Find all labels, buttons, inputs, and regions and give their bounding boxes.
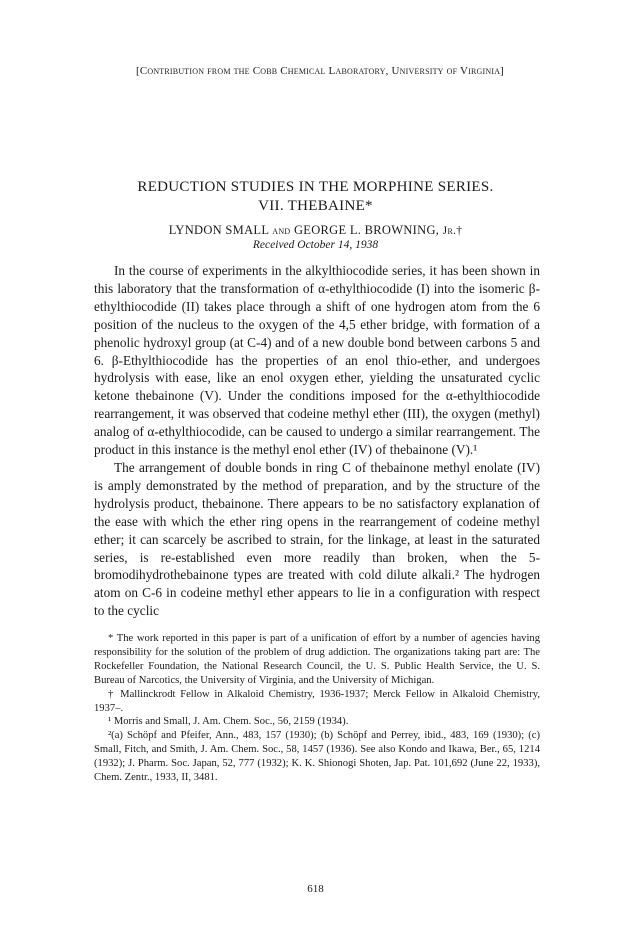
author-2-suffix: Jr.† (442, 225, 463, 237)
footnote-2: ²(a) Schöpf and Pfeifer, Ann., 483, 157 (1930); (b) Schöpf and Perrey, ibid., 483, 169 (1930); (c) Small, Fitch, and Smith, J. Am. Chem. Soc., 58, 1457 (1936). See also Kondo and Ikawa, Ber., 65, 1214 (1932); J. Pharm. Soc. Japan, 52, 777 (1932); K. K. Shionogi Shoten, Jap. Pat. 101,692 (June 22, 1933), Chem. Zentr., 1933, II, 3481. (94, 730, 540, 784)
body-text (94, 262, 540, 620)
contribution-header: [Contribution from the Cobb Chemical Laboratory, University of Virginia] (135, 65, 505, 77)
page-number: 618 (307, 883, 324, 895)
article-title (60, 178, 571, 216)
author-line (60, 222, 571, 239)
received-date: Received October 14, 1938 (252, 239, 379, 251)
author-1: LYNDON SMALL (168, 223, 269, 237)
author-connector: and (272, 225, 291, 237)
title-line-2: VII. THEBAINE* (258, 198, 373, 214)
footnote-1: ¹ Morris and Small, J. Am. Chem. Soc., 56, 2159 (1934). (108, 716, 349, 728)
body-paragraph-2: The arrangement of double bonds in ring C of thebainone methyl enolate (IV) is amply demonstrated by the method of preparation, and by the structure of the hydrolysis product, thebainone. There appears to be no satisfactory explanation of the ease with which the ether ring opens in the rearrangement of codeine methyl ether; it can scarcely be ascribed to strain, for the linkage, at least in the saturated series, is re-established even more readily than broken, when the 5-bromodihydrothebainone types are treated with cold dilute alkali.² The hydrogen atom on C-6 in codeine methyl ether appears to lie in a configuration with respect to the cyclic (94, 459, 540, 619)
body-paragraph-1: In the course of experiments in the alkylthiocodide series, it has been shown in this laboratory that the transformation of α-ethylthiocodide (I) into the isomeric β-ethylthiocodide (II) takes place through a shift of one hydrogen atom from the 6 position of the nucleus to the oxygen of the 4,5 ether bridge, with formation of a phenolic hydroxyl group (at C-4) and of a new double bond between carbons 5 and 6. β-Ethylthiocodide has the properties of an enol thio-ether, and undergoes hydrolysis with ease, like an enol oxygen ether, yielding the unsaturated cyclic ketone thebainone (V). Under the conditions imposed for the α-ethylthiocodide rearrangement, it was observed that codeine methyl ether (III), the oxygen (methyl) analog of α-ethylthiocodide, can be caused to undergo a similar rearrangement. The product in this instance is the methyl enol ether (IV) of thebainone (V).¹ (94, 263, 540, 458)
footnote-dagger: † Mallinckrodt Fellow in Alkaloid Chemistry, 1936-1937; Merck Fellow in Alkaloid Chemistry, 1937–. (94, 688, 540, 714)
footnotes (94, 632, 540, 785)
title-line-1: REDUCTION STUDIES IN THE MORPHINE SERIES. (137, 179, 494, 195)
footnote-star: * The work reported in this paper is part of a unification of effort by a number of agencies having responsibility for the solution of the problem of drug addiction. The organizations taking part are: The Rockefeller Foundation, the National Research Council, the U. S. Public Health Service, the U. S. Bureau of Narcotics, the University of Virginia, and the University of Michigan. (94, 633, 540, 686)
author-2: GEORGE L. BROWNING, (293, 223, 440, 237)
